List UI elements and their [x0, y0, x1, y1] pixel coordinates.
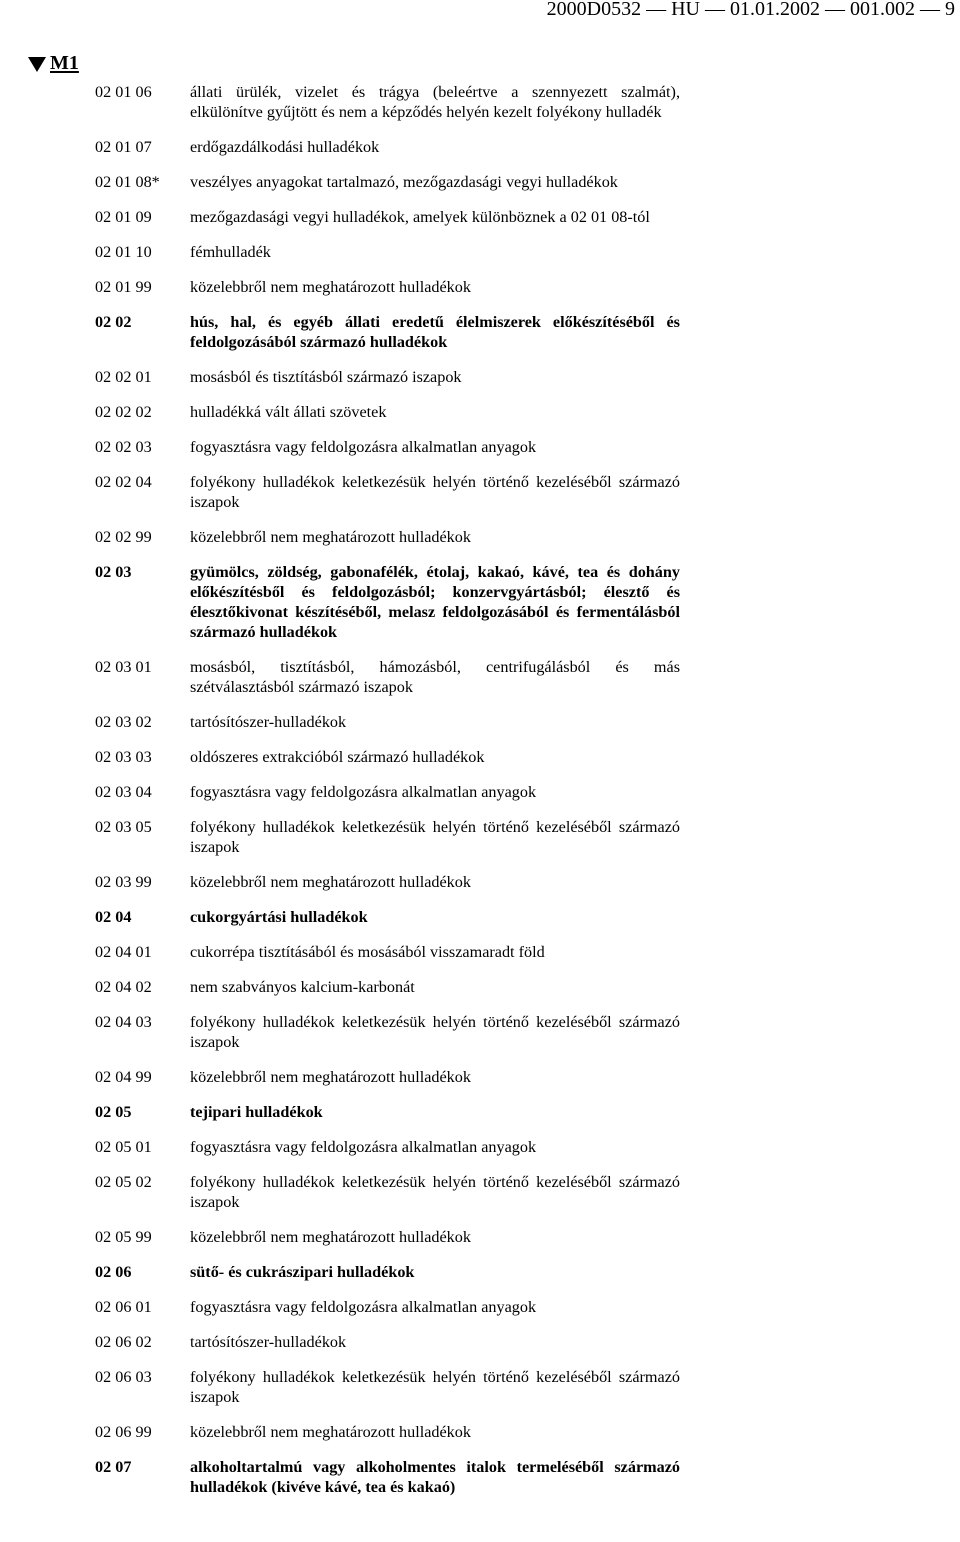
waste-description: erdőgazdálkodási hulladékok — [190, 138, 380, 156]
waste-description: folyékony hulladékok keletkezésük helyén történő kezeléséből származó iszapok — [190, 1368, 680, 1406]
list-item — [95, 747, 680, 767]
waste-code: 02 06 03 — [95, 1368, 152, 1386]
list-item — [95, 1332, 680, 1352]
waste-description: mosásból és tisztításból származó iszapok — [190, 368, 462, 386]
waste-code: 02 01 09 — [95, 208, 152, 226]
waste-code: 02 03 05 — [95, 818, 152, 836]
list-item — [95, 1137, 680, 1157]
waste-code: 02 04 01 — [95, 943, 152, 961]
list-item — [95, 1297, 680, 1317]
waste-description: közelebbről nem meghatározott hulladékok — [190, 1423, 471, 1441]
waste-description: közelebbről nem meghatározott hulladékok — [190, 873, 471, 891]
waste-code: 02 04 02 — [95, 978, 152, 996]
list-item — [95, 437, 680, 457]
waste-description: közelebbről nem meghatározott hulladékok — [190, 1228, 471, 1246]
waste-code: 02 01 10 — [95, 243, 152, 261]
waste-description: állati ürülék, vizelet és trágya (beleértve a szennyezett szalmát), elkülönítve gyűjtött és nem a képződés helyén kezelt folyékony hulladék — [190, 83, 680, 121]
list-item — [95, 712, 680, 732]
waste-code: 02 03 99 — [95, 873, 152, 891]
list-item — [95, 137, 680, 157]
triangle-down-icon — [28, 57, 46, 72]
waste-description: gyümölcs, zöldség, gabonafélék, étolaj, kakaó, kávé, tea és dohány előkészítésből és feldolgozásból; konzervgyártásból; élesztő és élesztőkivonat készítéséből, melasz feldolgozásából és fermentálásból származó hulladékok — [190, 563, 680, 641]
waste-description: hulladékká vált állati szövetek — [190, 403, 387, 421]
waste-code: 02 02 03 — [95, 438, 152, 456]
waste-code: 02 03 04 — [95, 783, 152, 801]
waste-code: 02 04 — [95, 908, 132, 926]
waste-description: cukorrépa tisztításából és mosásából visszamaradt föld — [190, 943, 545, 961]
category-row — [95, 562, 680, 642]
list-item — [95, 1172, 680, 1212]
list-item — [95, 1012, 680, 1052]
waste-code: 02 06 02 — [95, 1333, 152, 1351]
waste-description: nem szabványos kalcium-karbonát — [190, 978, 415, 996]
waste-description: fémhulladék — [190, 243, 271, 261]
waste-code: 02 03 02 — [95, 713, 152, 731]
category-row — [95, 312, 680, 352]
waste-code-list — [95, 82, 680, 1512]
waste-description: mosásból, tisztításból, hámozásból, centrifugálásból és más szétválasztásból származó iszapok — [190, 658, 680, 696]
waste-description: közelebbről nem meghatározott hulladékok — [190, 278, 471, 296]
waste-description: tartósítószer-hulladékok — [190, 1333, 347, 1351]
waste-code: 02 05 99 — [95, 1228, 152, 1246]
amendment-label: M1 — [50, 52, 79, 74]
waste-description: folyékony hulladékok keletkezésük helyén történő kezeléséből származó iszapok — [190, 818, 680, 856]
list-item — [95, 977, 680, 997]
waste-description: veszélyes anyagokat tartalmazó, mezőgazdasági vegyi hulladékok — [190, 173, 618, 191]
waste-description: fogyasztásra vagy feldolgozásra alkalmatlan anyagok — [190, 1138, 537, 1156]
waste-description: oldószeres extrakcióból származó hulladékok — [190, 748, 485, 766]
waste-description: alkoholtartalmú vagy alkoholmentes italok termeléséből származó hulladékok (kivéve kávé, tea és kakaó) — [190, 1458, 680, 1496]
waste-code: 02 04 99 — [95, 1068, 152, 1086]
waste-code: 02 05 — [95, 1103, 132, 1121]
list-item — [95, 782, 680, 802]
waste-description: folyékony hulladékok keletkezésük helyén történő kezeléséből származó iszapok — [190, 473, 680, 511]
waste-description: hús, hal, és egyéb állati eredetű élelmiszerek előkészítéséből és feldolgozásából származó hulladékok — [190, 313, 680, 351]
waste-code: 02 03 — [95, 563, 132, 581]
amendment-marker — [28, 52, 79, 75]
category-row — [95, 1457, 680, 1497]
list-item — [95, 942, 680, 962]
waste-code: 02 01 07 — [95, 138, 152, 156]
waste-description: tartósítószer-hulladékok — [190, 713, 347, 731]
list-item — [95, 527, 680, 547]
waste-description: folyékony hulladékok keletkezésük helyén történő kezeléséből származó iszapok — [190, 1173, 680, 1211]
waste-description: cukorgyártási hulladékok — [190, 908, 368, 926]
list-item — [95, 817, 680, 857]
list-item — [95, 1067, 680, 1087]
list-item — [95, 207, 680, 227]
waste-description: közelebbről nem meghatározott hulladékok — [190, 528, 471, 546]
waste-description: fogyasztásra vagy feldolgozásra alkalmatlan anyagok — [190, 1298, 537, 1316]
waste-description: fogyasztásra vagy feldolgozásra alkalmatlan anyagok — [190, 783, 537, 801]
waste-code: 02 01 06 — [95, 83, 152, 101]
list-item — [95, 1227, 680, 1247]
waste-description: folyékony hulladékok keletkezésük helyén történő kezeléséből származó iszapok — [190, 1013, 680, 1051]
waste-code: 02 07 — [95, 1458, 132, 1476]
waste-code: 02 03 03 — [95, 748, 152, 766]
waste-code: 02 06 — [95, 1263, 132, 1281]
waste-description: fogyasztásra vagy feldolgozásra alkalmatlan anyagok — [190, 438, 537, 456]
waste-code: 02 01 99 — [95, 278, 152, 296]
list-item — [95, 657, 680, 697]
waste-code: 02 06 99 — [95, 1423, 152, 1441]
waste-code: 02 05 02 — [95, 1173, 152, 1191]
waste-code: 02 02 04 — [95, 473, 152, 491]
list-item — [95, 472, 680, 512]
waste-code: 02 02 01 — [95, 368, 152, 386]
page-header: 2000D0532 — HU — 01.01.2002 — 001.002 — 9 — [546, 0, 955, 20]
waste-code: 02 02 — [95, 313, 132, 331]
waste-code: 02 04 03 — [95, 1013, 152, 1031]
category-row — [95, 1102, 680, 1122]
list-item — [95, 367, 680, 387]
waste-code: 02 02 99 — [95, 528, 152, 546]
waste-code: 02 01 08* — [95, 173, 160, 191]
waste-description: sütő- és cukrászipari hulladékok — [190, 1263, 415, 1281]
waste-code: 02 02 02 — [95, 403, 152, 421]
waste-description: tejipari hulladékok — [190, 1103, 323, 1121]
category-row — [95, 907, 680, 927]
waste-description: mezőgazdasági vegyi hulladékok, amelyek különböznek a 02 01 08-tól — [190, 208, 650, 226]
waste-code: 02 03 01 — [95, 658, 152, 676]
waste-code: 02 05 01 — [95, 1138, 152, 1156]
list-item — [95, 277, 680, 297]
list-item — [95, 872, 680, 892]
list-item — [95, 82, 680, 122]
list-item — [95, 242, 680, 262]
list-item — [95, 1367, 680, 1407]
waste-description: közelebbről nem meghatározott hulladékok — [190, 1068, 471, 1086]
list-item — [95, 1422, 680, 1442]
list-item — [95, 172, 680, 192]
waste-code: 02 06 01 — [95, 1298, 152, 1316]
list-item — [95, 402, 680, 422]
category-row — [95, 1262, 680, 1282]
